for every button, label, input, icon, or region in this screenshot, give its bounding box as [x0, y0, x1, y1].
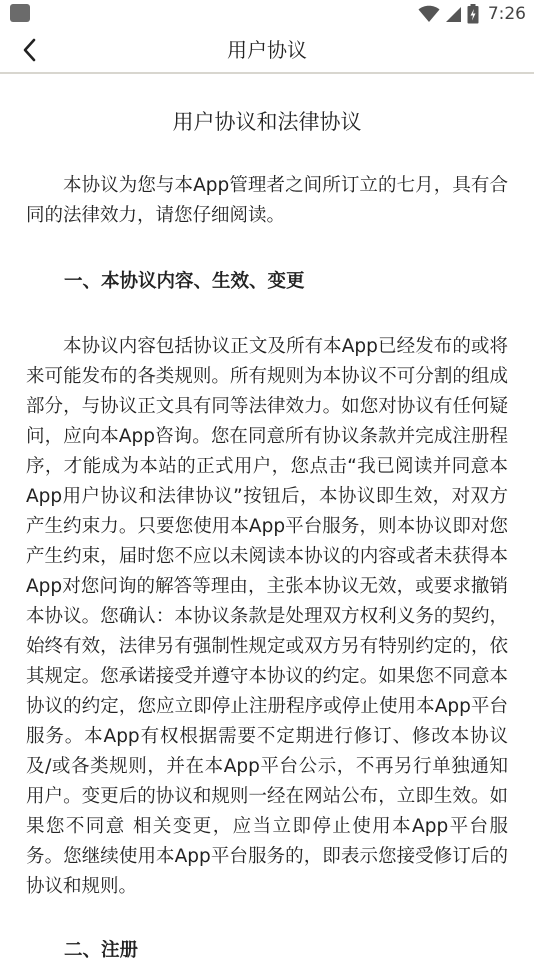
- chevron-left-icon: [22, 38, 38, 62]
- section-heading-1: 一、本协议内容、生效、变更: [64, 271, 305, 292]
- wifi-icon: [418, 5, 440, 23]
- signal-icon: [445, 6, 462, 23]
- status-indicators: [418, 2, 526, 26]
- document-title: 用户协议和法律协议: [172, 110, 362, 134]
- status-bar: [0, 0, 534, 28]
- status-time: 7:26: [487, 4, 526, 24]
- agreement-content[interactable]: [0, 74, 534, 961]
- battery-icon: [467, 4, 479, 24]
- section-body-1: 本协议内容包括协议正文及所有本App已经发布的或将来可能发布的各类规则。所有规则为本协议不可分割的组成部分，与协议正文具有同等法律效力。如您对协议有任何疑问，应向本App咨询。您在同意所有协议条款并完成注册程序，才能成为本站的正式用户，您点击“我已阅读并同意本App用户协议和法律协议”按钮后，本协议即生效，对双方产生约束力。只要您使用本App平台服务，则本协议即对您产生约束，届时您不应以未阅读本协议的内容或者未获得本App对您问询的解答等理由，主张本协议无效，或要求撤销本协议。您确认：本协议条款是处理双方权利义务的契约，始终有效，法律另有强制性规定或双方另有特别约定的，依其规定。您承诺接受并遵守本协议的约定。如果您不同意本协议的约定，您应立即停止注册程序或停止使用本App平台服务。本App有权根据需要不定期进行修订、修改本协议及/或各类规则，并在本App平台公示，不再另行单独通知用户。变更后的协议和规则一经在网站公布，立即生效。如果您不同意 相关变更，应当立即停止使用本App平台服务。您继续使用本App平台服务的，即表示您接受修订后的协议和规则。: [26, 336, 508, 897]
- intro-paragraph: 本协议为您与本App管理者之间所订立的七月，具有合同的法律效力，请您仔细阅读。: [26, 175, 508, 226]
- back-button[interactable]: [12, 32, 48, 68]
- app-notification-icon: [10, 4, 30, 22]
- page-title: 用户协议: [227, 38, 307, 62]
- top-nav-bar: [0, 28, 534, 74]
- section-heading-2: 二、注册: [64, 940, 139, 961]
